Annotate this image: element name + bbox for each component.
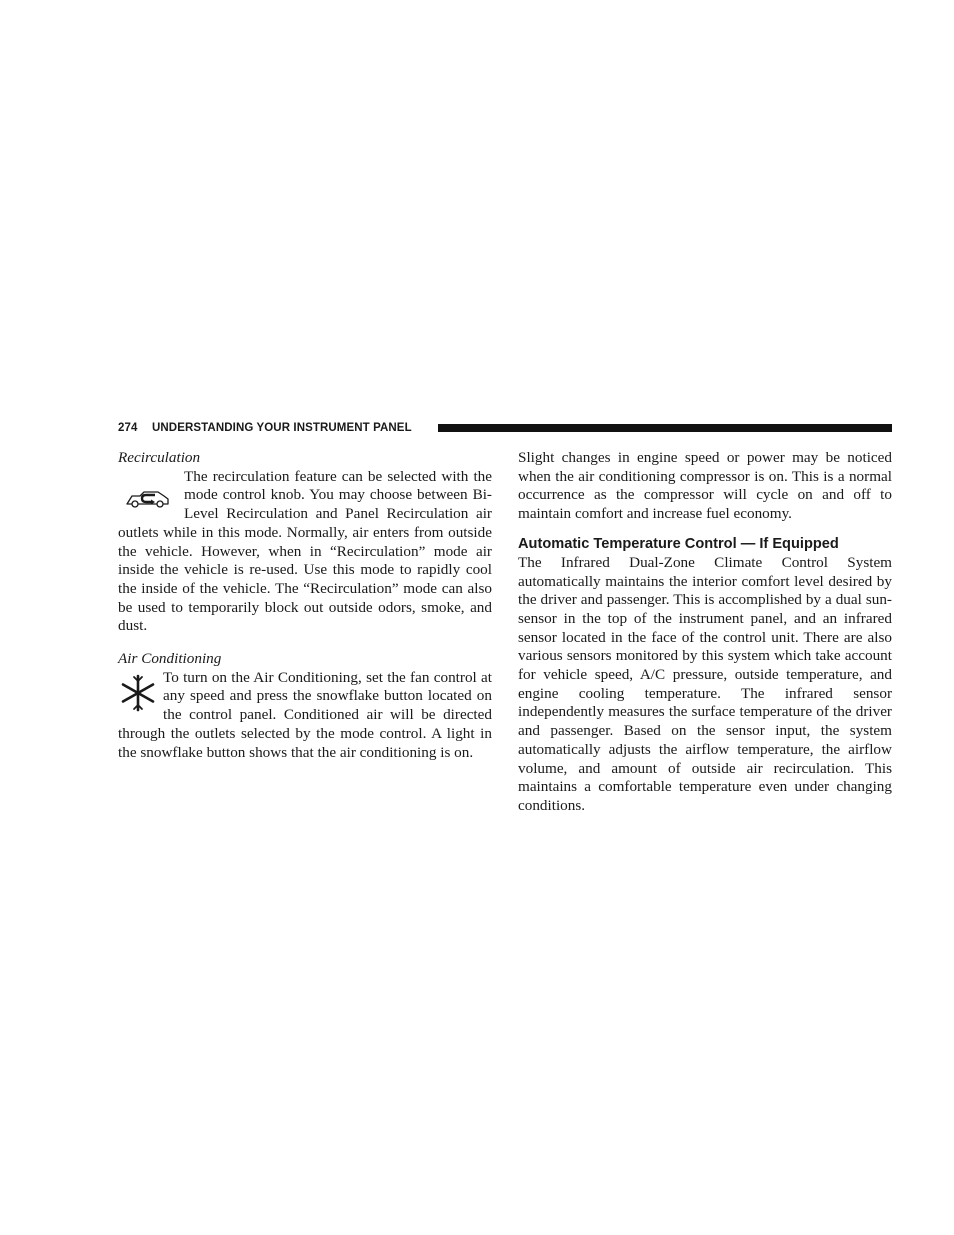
left-column bbox=[118, 449, 492, 762]
snowflake-icon bbox=[118, 673, 158, 713]
atc-heading: Automatic Temperature Control — If Equipped bbox=[518, 535, 839, 552]
recirculation-section bbox=[118, 468, 492, 636]
air-conditioning-body: To turn on the Air Conditioning, set the fan control at any speed and press the snowflake button located on the control panel. Conditioned air will be directed through the outlets selected by the mode control. A light in the snowflake button shows that the air conditioning is on. bbox=[118, 668, 492, 761]
right-column bbox=[518, 449, 892, 816]
air-conditioning-section bbox=[118, 669, 492, 763]
recirculation-icon bbox=[118, 482, 180, 512]
header-rule bbox=[438, 424, 892, 432]
air-conditioning-heading: Air Conditioning bbox=[118, 650, 222, 668]
recirculation-heading: Recirculation bbox=[118, 449, 201, 466]
atc-body: The Infrared Dual-Zone Climate Control System automatically maintains the interior comfort level desired by the driver and passenger. This is accomplished by a dual sun-sensor in the top of the instrument panel, and an infrared sensor located in the face of the control unit. There are also various sensors monitored by this system which take account for vehicle speed, A/C pressure, outside temperature, and engine cooling temperature. The infrared sensor independently measures the surface temperature of the driver and passenger. Based on the sensor input, the system automatically adjusts the airflow temperature, the airflow volume, and amount of outside air recirculation. This maintains a comfortable temperature even under changing conditions. bbox=[518, 553, 892, 814]
section-title: UNDERSTANDING YOUR INSTRUMENT PANEL bbox=[152, 422, 412, 434]
recirculation-body: The recirculation feature can be selected with the mode control knob. You may choose between Bi-Level Recirculation and Panel Recirculation air outlets while in this mode. Normally, air enters from outside the vehicle. However, when in “Recirculation” mode air inside the vehicle is re-used. Use this mode to rapidly cool the inside of the vehicle. The “Recirculation” mode can also be used to temporarily block out outside odors, smoke, and dust. bbox=[118, 467, 492, 635]
page-number: 274 bbox=[118, 422, 138, 434]
page-header bbox=[118, 420, 892, 436]
compressor-note: Slight changes in engine speed or power may be noticed when the air conditioning compressor is on. This is a normal occurrence as the compressor will cycle on and off to maintain comfort and increase fuel economy. bbox=[518, 449, 892, 523]
